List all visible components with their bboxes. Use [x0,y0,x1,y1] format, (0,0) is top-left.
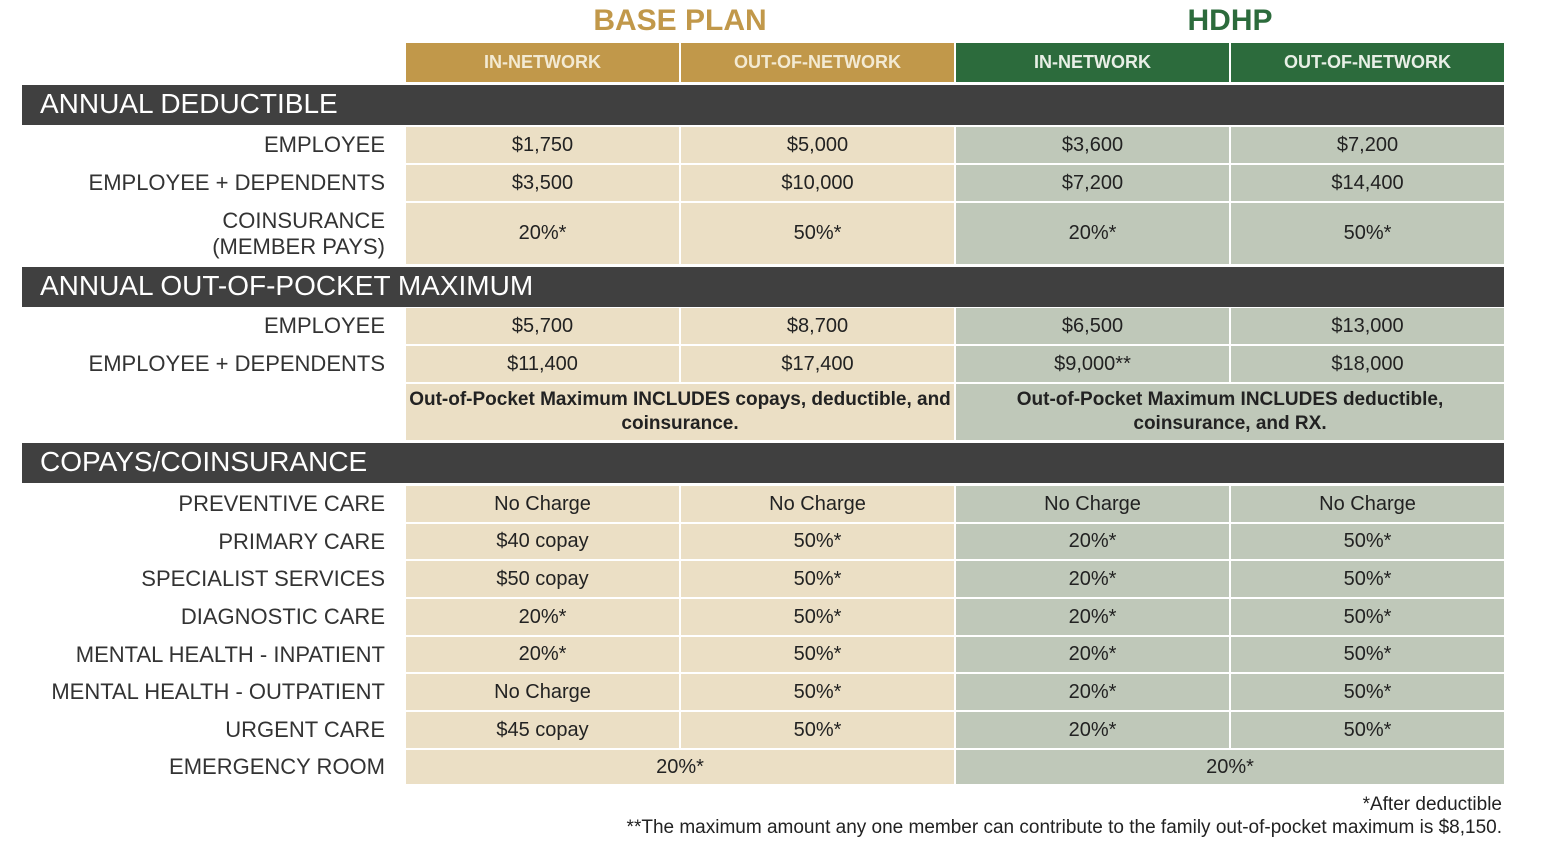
hdhp-in-network-header: IN-NETWORK [956,43,1229,82]
row-label: EMPLOYEE + DEPENDENTS [88,170,385,195]
row-label: EMERGENCY ROOM [169,754,385,779]
table-cell: 50%* [1231,599,1504,635]
table-cell: 50%* [681,203,954,264]
table-cell: 50%* [681,561,954,597]
section-annual-oop-maximum: ANNUAL OUT-OF-POCKET MAXIMUM [22,267,1504,307]
table-cell: 50%* [1231,561,1504,597]
table-cell: 50%* [1231,637,1504,672]
row-label: PREVENTIVE CARE [178,491,385,516]
table-cell: $10,000 [681,165,954,201]
table-cell: $13,000 [1231,308,1504,344]
table-cell: $17,400 [681,346,954,382]
table-cell: 50%* [681,524,954,559]
table-cell: $9,000** [956,346,1229,382]
row-label: MENTAL HEALTH - INPATIENT [75,641,385,667]
table-cell: $8,700 [681,308,954,344]
base-plan-title: BASE PLAN [593,4,767,37]
table-cell: 50%* [1231,524,1504,559]
table-cell: 20%* [956,599,1229,635]
table-cell: No Charge [956,486,1229,522]
table-cell: $5,000 [681,127,954,163]
table-cell: $45 copay [406,712,679,748]
row-label: EMPLOYEE + DEPENDENTS [88,351,385,376]
table-cell: 20%* [956,561,1229,597]
table-cell: $5,700 [406,308,679,344]
table-cell: No Charge [1231,486,1504,522]
row-label: MENTAL HEALTH - OUTPATIENT [51,679,385,704]
row-label-line2: (MEMBER PAYS) [212,233,385,259]
table-cell: 50%* [681,637,954,672]
table-cell: $7,200 [1231,127,1504,163]
table-cell: 20%* [956,637,1229,672]
base-in-network-header: IN-NETWORK [406,43,679,82]
table-cell: 20%* [956,750,1504,784]
table-cell: No Charge [406,486,679,522]
table-cell: $7,200 [956,165,1229,201]
hdhp-oop-note: Out-of-Pocket Maximum INCLUDES deductible, coinsurance, and RX. [956,384,1504,440]
row-label: EMPLOYEE [263,313,385,338]
base-out-of-network-header: OUT-OF-NETWORK [681,43,954,82]
table-cell: $14,400 [1231,165,1504,201]
table-cell: $3,500 [406,165,679,201]
row-label: EMPLOYEE [263,132,385,157]
table-cell: 20%* [406,599,679,635]
table-cell: No Charge [406,674,679,710]
row-label-line1: COINSURANCE [222,207,385,233]
table-cell: $6,500 [956,308,1229,344]
row-label: URGENT CARE [225,717,385,742]
table-cell: $3,600 [956,127,1229,163]
row-label: SPECIALIST SERVICES [141,566,385,591]
table-cell: $50 copay [406,561,679,597]
table-cell: 20%* [406,750,954,784]
table-cell: 20%* [956,712,1229,748]
table-cell: 50%* [1231,203,1504,264]
table-cell: $11,400 [406,346,679,382]
table-cell: 20%* [406,203,679,264]
hdhp-out-of-network-header: OUT-OF-NETWORK [1231,43,1504,82]
table-cell: $1,750 [406,127,679,163]
footnote-after-deductible: *After deductible [1362,794,1502,815]
table-cell: 20%* [406,637,679,672]
base-oop-note: Out-of-Pocket Maximum INCLUDES copays, deductible, and coinsurance. [406,384,954,440]
table-cell: 50%* [681,599,954,635]
table-cell: 50%* [1231,674,1504,710]
table-cell: 20%* [956,524,1229,559]
table-cell: 20%* [956,674,1229,710]
footnote-family-max: **The maximum amount any one member can contribute to the family out-of-pocket maximum is $8,150. [626,817,1502,838]
row-label: DIAGNOSTIC CARE [180,604,385,629]
section-annual-deductible: ANNUAL DEDUCTIBLE [22,85,1504,125]
table-cell: $40 copay [406,524,679,559]
table-cell: 20%* [956,203,1229,264]
table-cell: 50%* [681,674,954,710]
table-cell: 50%* [681,712,954,748]
table-cell: No Charge [681,486,954,522]
row-label: PRIMARY CARE [218,528,385,554]
table-cell: $18,000 [1231,346,1504,382]
row-label [22,203,385,264]
hdhp-plan-title: HDHP [1187,4,1273,37]
table-cell: 50%* [1231,712,1504,748]
section-copays-coinsurance: COPAYS/COINSURANCE [22,443,1504,483]
